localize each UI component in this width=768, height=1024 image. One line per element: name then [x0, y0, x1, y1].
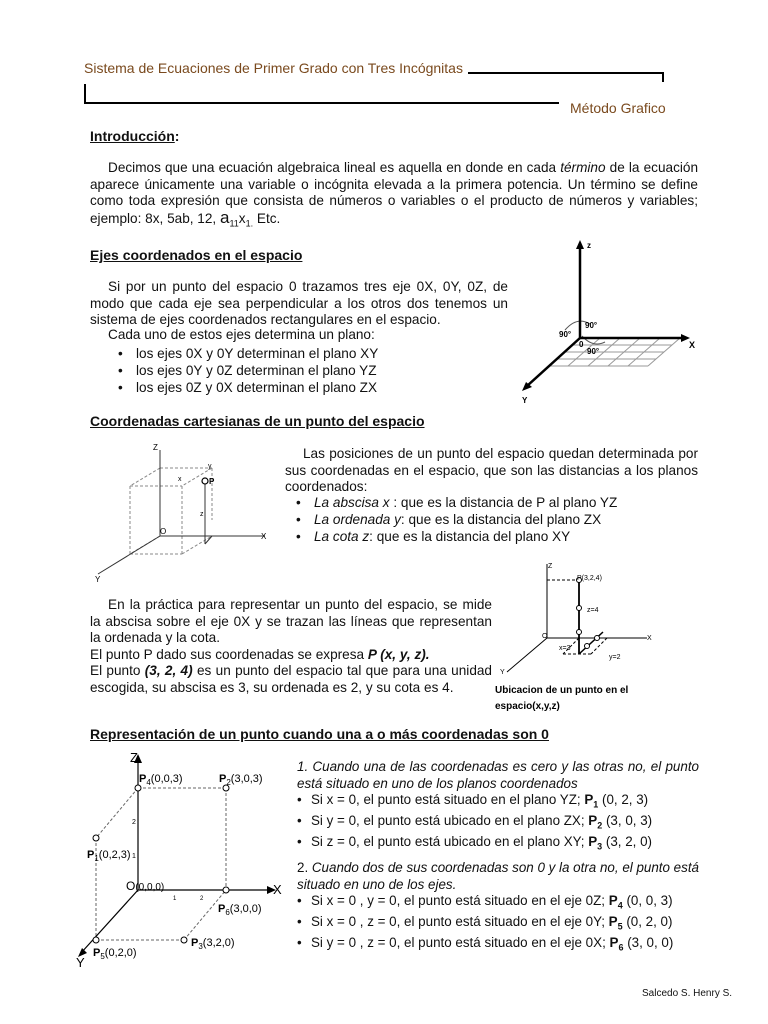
term-abscisa: La abscisa x: [314, 495, 390, 510]
item-p: P: [588, 813, 598, 829]
z-label: Z: [153, 443, 158, 452]
z-label: Z: [130, 750, 138, 765]
list-item: [297, 834, 699, 855]
example-text-1: El punto: [90, 663, 145, 678]
p-letter: P: [139, 773, 147, 785]
p-letter: P: [218, 903, 226, 915]
figure-caption: espacio(x,y,z): [495, 701, 560, 712]
p-letter: P: [191, 937, 199, 949]
item-p: P: [608, 914, 618, 930]
ordenada-line: [579, 632, 603, 654]
list-item: [297, 792, 699, 813]
item-text: Si y = 0 , z = 0, el punto está situado en el eje 0X;: [311, 935, 610, 951]
intro-heading-text: Introducción: [90, 128, 175, 144]
case2-list: [297, 893, 699, 957]
z-dist-label: z: [200, 511, 204, 518]
box-dashes: [96, 788, 226, 940]
p-coords: (0,0,3): [150, 773, 183, 785]
coords-heading: Coordenadas cartesianas de un punto del espacio: [90, 413, 425, 429]
example-expr: (3, 2, 4): [144, 663, 193, 678]
p-letter: P: [93, 947, 101, 959]
repr-heading: Representación de un punto cuando una a o más coordenadas son 0: [90, 726, 549, 742]
case1-intro: 1. Cuando una de las coordenadas es cero y las otras no, el punto está situado en uno de los planos coordenados: [297, 759, 699, 791]
x-dist-label: x: [178, 476, 182, 483]
list-item: • los ejes 0X y 0Y determinan el plano XY: [114, 345, 378, 362]
case1: [297, 759, 699, 856]
y-axis: [507, 638, 547, 672]
tick-label: 2: [132, 819, 136, 826]
intro-sub11: 11: [229, 218, 239, 229]
item-sub: 5: [617, 921, 623, 932]
point-p1: [93, 835, 99, 841]
p-coords: (3,2,0): [202, 937, 235, 949]
list-item: [297, 893, 699, 914]
p6-label: [218, 903, 262, 917]
ejes-list: [114, 345, 378, 396]
p-sub: 3: [198, 942, 203, 951]
list-item: • los ejes 0Y y 0Z determinan el plano YZ: [114, 362, 378, 379]
intro-term: término: [560, 160, 606, 175]
list-item: [297, 935, 699, 956]
header-rule-top: [468, 72, 663, 74]
p4-label: [139, 773, 183, 787]
term-cota-desc: : que es la distancia del plano XY: [369, 529, 571, 544]
intro-sub1-num: 1: [245, 218, 251, 229]
y-label: Y: [76, 955, 85, 970]
p-sub: 2: [226, 778, 231, 787]
ejes-planes-intro: Cada uno de estos ejes determina un plano:: [108, 327, 375, 342]
xy-grid: [548, 338, 680, 366]
y-label: Y: [500, 669, 505, 676]
y-label: Y: [95, 575, 101, 584]
intro-heading: [90, 128, 179, 144]
p-sub: 1: [94, 854, 99, 863]
item-sub: 3: [597, 842, 603, 853]
list-item: • los ejes 0Z y 0X determinan el plano ZX: [114, 379, 378, 396]
intro-a: a: [219, 207, 230, 227]
notation-text: El punto P dado sus coordenadas se expresa: [90, 646, 368, 662]
point-324-figure: [495, 558, 665, 713]
intro-paragraph: [90, 160, 698, 232]
tick-point: [585, 644, 590, 649]
case2-number: 2.: [297, 860, 312, 875]
origin-coords: (0,0,0): [135, 882, 165, 893]
p5-label: [93, 947, 137, 961]
item-text: Si x = 0, el punto está situado en el plano YZ;: [311, 792, 585, 807]
item-sub: 2: [597, 820, 603, 831]
term-ordenada-desc: : que es la distancia del plano ZX: [400, 512, 602, 527]
p-sub: 4: [146, 778, 151, 787]
item-sub: 1: [593, 799, 599, 810]
case2-intro: [297, 860, 699, 893]
construction-lines: [547, 580, 607, 654]
intro-x: x: [238, 210, 246, 226]
item-text: Si z = 0, el punto está ubicado en el plano XY;: [311, 834, 589, 850]
points-figure: [66, 748, 296, 970]
tick-label: 2: [200, 896, 204, 902]
p-label: P: [209, 477, 215, 486]
item-text: Si x = 0 , z = 0, el punto está situado en el eje 0Y;: [311, 914, 609, 930]
intro-sub1-dot: .: [250, 218, 254, 229]
intro-etc: Etc.: [253, 210, 281, 226]
point-notation: [90, 647, 492, 664]
x3-label: x=3: [559, 645, 571, 652]
item-coords: (3, 2, 0): [602, 834, 653, 850]
z-label: Z: [548, 563, 553, 570]
header-rule-bottom: [84, 102, 559, 104]
origin-label: 0: [579, 340, 584, 349]
point-p-figure: [90, 438, 280, 588]
item-text: Si x = 0 , y = 0, el punto está situado en el eje 0Z;: [311, 893, 609, 908]
intro-text-2: de la ecuación aparece únicamente una variable o incógnita elevada a la primera potencia. Un término se define como toda expresión que consista de números o variables o el producto de números y variables; ejemplo: 8x, 5ab, 12,: [90, 160, 699, 226]
item-coords: (0, 0, 3): [622, 893, 673, 908]
term-ordenada: La ordenada y: [314, 512, 401, 527]
tick-point: [577, 630, 582, 635]
origin-letter: O: [126, 879, 136, 893]
intro-text-1: Decimos que una ecuación algebraica lineal es aquella en donde en cada: [108, 160, 561, 175]
angle-label: 90°: [559, 330, 572, 339]
item-p: P: [608, 893, 618, 908]
notation-expr: P (x, y, z).: [367, 646, 430, 662]
x-label: X: [273, 882, 282, 897]
p-sub: 6: [225, 908, 230, 917]
x-label: X: [261, 532, 267, 541]
case2-text: Cuando dos de sus coordenadas son 0 y la otra no, el punto está situado en uno de los ejes.: [297, 860, 699, 892]
p-coords: (3,0,3): [230, 773, 263, 785]
p-letter: P: [87, 849, 95, 861]
y-axis: [98, 536, 160, 574]
angle-label: 90°: [585, 321, 598, 330]
p1-label: [87, 849, 131, 863]
point-p3: [181, 937, 187, 943]
point-p: [202, 478, 208, 484]
item-text: Si y = 0, el punto está ubicado en el plano ZX;: [311, 813, 589, 829]
method-label: Método Grafico: [570, 100, 666, 116]
y-axis: [81, 890, 138, 953]
term-abscisa-desc: : que es la distancia de P al plano YZ: [389, 495, 618, 510]
x-label: X: [689, 340, 696, 350]
list-item: [292, 528, 617, 545]
p-sub: 5: [100, 952, 105, 961]
z-label: z: [587, 241, 591, 250]
case1-list: [297, 792, 699, 856]
document-title: Sistema de Ecuaciones de Primer Grado con Tres Incógnitas: [84, 60, 463, 76]
y-label: Y: [522, 396, 528, 405]
practice-paragraph: [90, 597, 492, 696]
footer-author: Salcedo S. Henry S.: [642, 988, 733, 999]
item-coords: (0, 2, 3): [598, 792, 649, 807]
list-item: [292, 494, 617, 511]
x-label: X: [647, 635, 652, 642]
example-point: [90, 663, 492, 696]
practice-text: En la práctica para representar un punto del espacio, se mide la abscisa sobre el eje 0X y se trazan las líneas que representan la ordenada y la cota.: [90, 597, 492, 645]
tick-label: 1: [173, 896, 177, 902]
angle-label: 90°: [587, 347, 600, 356]
axes-figure: [515, 238, 705, 406]
p-coords: (0,2,0): [104, 947, 137, 959]
coords-paragraph: Las posiciones de un punto del espacio quedan determinada por sus coordenadas en el espacio, que son las distancias a los planos coordenados:: [285, 446, 698, 494]
figure-caption: Ubicacion de un punto en el: [495, 685, 629, 696]
item-p: P: [584, 792, 594, 807]
tick-point: [595, 636, 600, 641]
p-letter: P: [219, 773, 227, 785]
y2-label: y=2: [609, 654, 621, 661]
z-arrow-icon: [576, 240, 584, 249]
point-p6: [223, 887, 229, 893]
tick-point: [577, 606, 582, 611]
p-coords: (0,2,3): [98, 849, 131, 861]
intro-sub1: [246, 218, 254, 228]
coords-list: [292, 494, 617, 545]
ejes-paragraph: Si por un punto del espacio 0 trazamos tres eje 0X, 0Y, 0Z, de modo que cada eje sea perpendicular a los otros dos tenemos un sistema de ejes coordenados rectangulares en el espacio.: [90, 279, 508, 327]
tick-label: 1: [132, 853, 136, 860]
origin-label: O: [160, 527, 167, 536]
origin-label: O: [542, 633, 548, 640]
header-rule-left: [84, 84, 86, 104]
header-rule-tick: [662, 72, 664, 82]
point-p4: [135, 785, 141, 791]
intro-heading-colon: :: [174, 128, 180, 144]
z4-label: z=4: [587, 607, 599, 614]
item-coords: (0, 2, 0): [622, 914, 673, 930]
ejes-heading: Ejes coordenados en el espacio: [90, 247, 303, 263]
list-item: [297, 813, 699, 834]
item-sub: 4: [617, 900, 623, 911]
p-coords: (3,0,0): [229, 903, 262, 915]
list-item: [292, 511, 617, 528]
point-p5: [93, 937, 99, 943]
list-item: [297, 914, 699, 935]
item-p: P: [588, 834, 598, 850]
p2-label: [219, 773, 263, 787]
item-p: P: [609, 935, 619, 951]
term-cota: La cota z: [314, 529, 370, 544]
item-coords: (3, 0, 0): [623, 935, 674, 951]
item-sub: 6: [618, 943, 624, 954]
p3-label: [191, 937, 235, 951]
example-text-2: es un punto del espacio tal que para una unidad escogida, su abscisa es 3, su ordenada es 2, y su cota es 4.: [90, 663, 492, 695]
point-label: P(3,2,4): [577, 575, 602, 582]
y-dist-label: y: [208, 463, 212, 470]
item-coords: (3, 0, 3): [602, 813, 653, 829]
origin-label: [126, 879, 164, 893]
case2: [297, 860, 699, 957]
